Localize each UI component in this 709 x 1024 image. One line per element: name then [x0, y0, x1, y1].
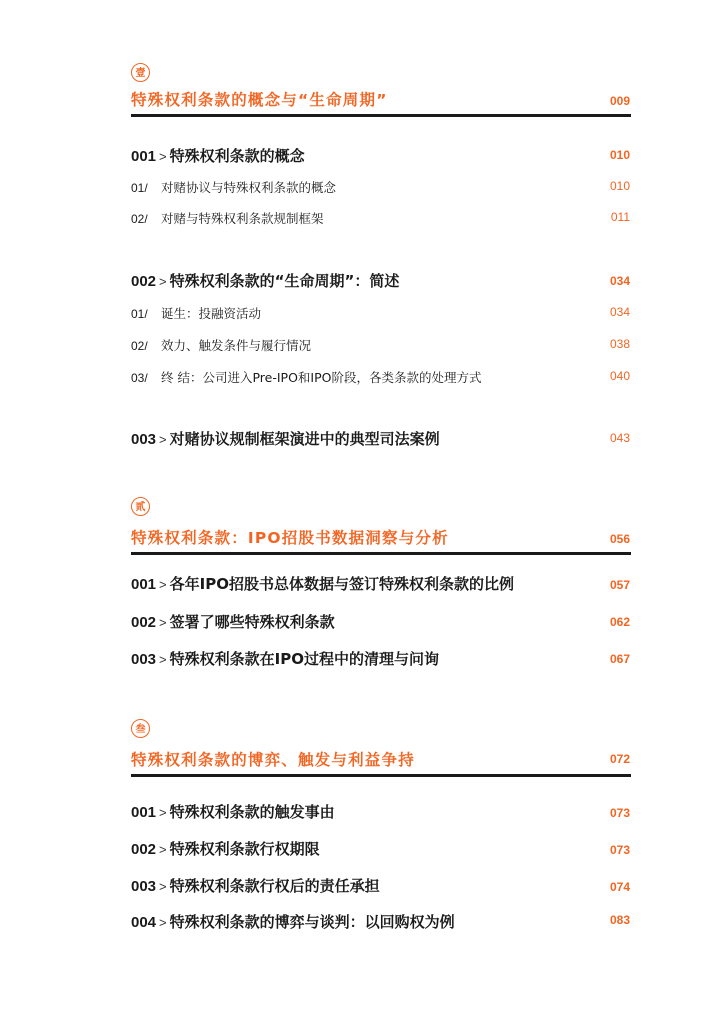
- toc-page-3-001: 073: [609, 806, 630, 820]
- entry-number: 002: [131, 841, 157, 858]
- entry-title: 签署了哪些特殊权利条款: [169, 613, 335, 631]
- toc-page-3-002: 073: [609, 843, 630, 857]
- toc-subentry-1-001-01[interactable]: [131, 178, 336, 196]
- chapter-2-rule: [131, 552, 631, 555]
- entry-number: 002: [131, 273, 157, 290]
- toc-entry-3-004[interactable]: 004 > 特殊权利条款的博弈与谈判：以回购权为例: [131, 913, 455, 931]
- toc-page-2-003: 067: [609, 652, 630, 666]
- chapter-2-title[interactable]: 特殊权利条款：IPO招股书数据洞察与分析: [131, 529, 449, 547]
- entry-number: 003: [131, 878, 157, 895]
- entry-title: 特殊权利条款的触发事由: [169, 803, 335, 821]
- subentry-title: 终 结：公司进入Pre-IPO和IPO阶段，各类条款的处理方式: [161, 370, 482, 385]
- subentry-title: 对赌与特殊权利条款规制框架: [161, 211, 324, 226]
- entry-title: 特殊权利条款在IPO过程中的清理与问询: [169, 650, 439, 668]
- entry-number: 003: [131, 651, 157, 668]
- entry-title: 特殊权利条款行权后的责任承担: [169, 877, 380, 895]
- subentry-title: 效力、触发条件与履行情况: [161, 338, 312, 353]
- entry-number: 001: [131, 804, 157, 821]
- chapter-1-title[interactable]: 特殊权利条款的概念与“生命周期”: [131, 91, 388, 109]
- toc-entry-1-002[interactable]: 002 > 特殊权利条款的“生命周期”：简述: [131, 272, 400, 290]
- chapter-3-badge-icon: 叁: [131, 719, 150, 738]
- toc-page-1-001: 010: [609, 148, 630, 162]
- toc-entry-3-002[interactable]: 002 > 特殊权利条款行权期限: [131, 840, 320, 858]
- toc-page-1-002: 034: [609, 274, 630, 288]
- chapter-1-badge-icon: 壹: [131, 63, 150, 82]
- subentry-number: 02/: [131, 339, 148, 353]
- toc-entry-3-003[interactable]: 003 > 特殊权利条款行权后的责任承担: [131, 877, 380, 895]
- toc-page-2-002: 062: [609, 615, 630, 629]
- subentry-number: 01/: [131, 307, 148, 321]
- toc-subentry-1-001-02[interactable]: [131, 209, 324, 227]
- toc-subpage-1-002-01: 034: [609, 305, 630, 319]
- toc-page-1-003: 043: [609, 431, 630, 445]
- toc-entry-3-001[interactable]: 001 > 特殊权利条款的触发事由: [131, 803, 335, 821]
- toc-page-3-004: 083: [609, 913, 630, 927]
- toc-subpage-1-002-03: 040: [609, 369, 630, 383]
- entry-number: 003: [131, 431, 157, 448]
- chapter-1-rule: [131, 114, 631, 117]
- toc-entry-1-003[interactable]: 003 > 对赌协议规制框架演进中的典型司法案例: [131, 430, 440, 448]
- toc-subpage-1-001-01: 010: [609, 179, 630, 193]
- entry-number: 002: [131, 614, 157, 631]
- subentry-title: 诞生：投融资活动: [161, 306, 262, 321]
- toc-entry-2-003[interactable]: 003 > 特殊权利条款在IPO过程中的清理与问询: [131, 650, 439, 668]
- toc-page-3-003: 074: [609, 880, 630, 894]
- entry-number: 004: [131, 914, 157, 931]
- toc-entry-1-001[interactable]: 001 > 特殊权利条款的概念: [131, 147, 305, 165]
- subentry-number: 01/: [131, 181, 148, 195]
- entry-title: 特殊权利条款的“生命周期”：简述: [169, 272, 400, 290]
- chapter-2-badge-icon: 贰: [131, 497, 150, 516]
- toc-subpage-1-002-02: 038: [609, 337, 630, 351]
- entry-title: 对赌协议规制框架演进中的典型司法案例: [169, 430, 440, 448]
- chapter-3-title[interactable]: 特殊权利条款的博弈、触发与利益争持: [131, 751, 415, 769]
- entry-number: 001: [131, 148, 157, 165]
- toc-subpage-1-001-02: 011: [610, 210, 630, 224]
- subentry-title: 对赌协议与特殊权利条款的概念: [161, 180, 337, 195]
- entry-title: 各年IPO招股书总体数据与签订特殊权利条款的比例: [169, 575, 514, 593]
- toc-subentry-1-002-01[interactable]: [131, 304, 261, 322]
- toc-entry-2-001[interactable]: 001 > 各年IPO招股书总体数据与签订特殊权利条款的比例: [131, 575, 514, 593]
- entry-title: 特殊权利条款的博弈与谈判：以回购权为例: [169, 913, 455, 931]
- chapter-3-rule: [131, 774, 631, 777]
- chapter-2-page: 056: [609, 532, 630, 546]
- toc-subentry-1-002-03[interactable]: [131, 368, 481, 386]
- entry-number: 001: [131, 576, 157, 593]
- entry-title: 特殊权利条款行权期限: [169, 840, 320, 858]
- chapter-3-page: 072: [609, 752, 630, 766]
- entry-title: 特殊权利条款的概念: [169, 147, 305, 165]
- toc-page-2-001: 057: [609, 578, 630, 592]
- toc-subentry-1-002-02[interactable]: [131, 336, 311, 354]
- subentry-number: 03/: [131, 371, 148, 385]
- subentry-number: 02/: [131, 212, 148, 226]
- toc-entry-2-002[interactable]: 002 > 签署了哪些特殊权利条款: [131, 613, 335, 631]
- chapter-1-page: 009: [609, 94, 630, 108]
